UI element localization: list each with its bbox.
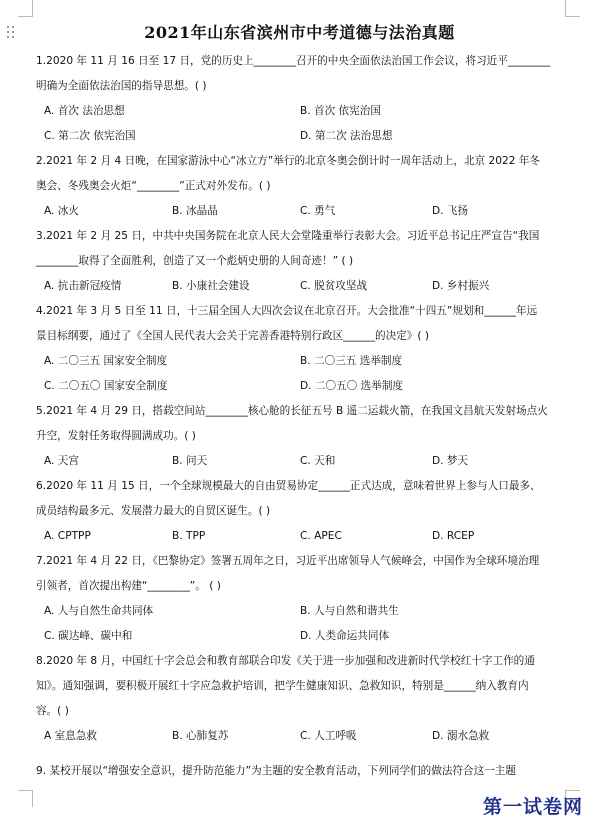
question-2-line-1: 2.2021 年 2 月 4 日晚，在国家游泳中心“冰立方”举行的北京冬奥会倒计时一周年活动上，北京 2022 年冬 — [36, 155, 541, 167]
crop-mark-top-right — [565, 0, 580, 17]
question-1-line-2: 明确为全面依法治国的指导思想。( ) — [36, 80, 207, 92]
question-7-option-a: A. 人与自然生命共同体 — [44, 605, 154, 617]
question-7-option-c: C. 碳达峰、碳中和 — [44, 630, 133, 642]
question-5-option-a: A. 天宫 — [44, 455, 79, 467]
question-2-line-2: 奥会、冬残奥会火炬“________”正式对外发布。( ) — [36, 180, 271, 192]
question-2-option-b: B. 冰晶晶 — [172, 205, 218, 217]
question-8-line-3: 容。( ) — [36, 705, 69, 717]
question-4-option-d: D. 二〇五〇 选举制度 — [300, 380, 404, 392]
question-1-option-b: B. 首次 依宪治国 — [300, 105, 381, 117]
question-2-option-a: A. 冰火 — [44, 205, 79, 217]
question-8-option-b: B. 心肺复苏 — [172, 730, 229, 742]
question-5-line-2: 升空，发射任务取得圆满成功。( ) — [36, 430, 196, 442]
question-6-option-d: D. RCEP — [432, 530, 475, 542]
question-4-option-c: C. 二〇五〇 国家安全制度 — [44, 380, 168, 392]
question-9-line-1: 9. 某校开展以“增强安全意识，提升防范能力”为主题的安全教育活动，下列同学们的做法符合这一主题 — [36, 765, 516, 777]
question-3-option-a: A. 抗击新冠疫情 — [44, 280, 122, 292]
question-5-option-b: B. 问天 — [172, 455, 208, 467]
question-4-line-2: 景目标纲要，通过了《全国人民代表大会关于完善香港特别行政区______的决定》( ) — [36, 330, 430, 342]
site-watermark: 第一试卷网 — [482, 796, 583, 818]
question-1-option-d: D. 第二次 法治思想 — [300, 130, 393, 142]
question-6-option-c: C. APEC — [300, 530, 342, 542]
question-8-option-d: D. 溺水急救 — [432, 730, 490, 742]
question-7-line-1: 7.2021 年 4 月 22 日，《巴黎协定》签署五周年之日，习近平出席领导人气候峰会，中国作为全球环境治理 — [36, 555, 540, 567]
question-8-option-a: A 室息急救 — [44, 730, 97, 742]
question-8-option-c: C. 人工呼吸 — [300, 730, 357, 742]
question-5-option-d: D. 梦天 — [432, 455, 469, 467]
question-4-line-1: 4.2021 年 3 月 5 日至 11 日，十三届全国人大四次会议在北京召开。大会批准“十四五”规划和______年远 — [36, 305, 538, 317]
crop-mark-top-left — [18, 0, 33, 17]
question-6-option-a: A. CPTPP — [44, 530, 91, 542]
question-6-line-1: 6.2020 年 11 月 15 日，一个全球规模最大的自由贸易协定______正式达成，意味着世界上参与人口最多、 — [36, 480, 541, 492]
question-1-line-1: 1.2020 年 11 月 16 日至 17 日，党的历史上________召开的中央全面依法治国工作会议，将习近平________ — [36, 55, 551, 67]
question-3-option-d: D. 乡村振兴 — [432, 280, 490, 292]
question-6-option-b: B. TPP — [172, 530, 206, 542]
page-title: 2021年山东省滨州市中考道德与法治真题 — [144, 23, 455, 42]
question-8-line-1: 8.2020 年 8 月，中国红十字会总会和教育部联合印发《关于进一步加强和改进新时代学校红十字工作的通 — [36, 655, 535, 667]
crop-mark-bottom-left — [18, 790, 33, 807]
question-2-option-d: D. 飞扬 — [432, 205, 469, 217]
question-5-line-1: 5.2021 年 4 月 29 日，搭载空间站________核心舱的长征五号 B 遥二运载火箭，在我国文昌航天发射场点火 — [36, 405, 548, 417]
question-3-option-c: C. 脱贫攻坚战 — [300, 280, 368, 292]
question-8-line-2: 知》。通知强调，要积极开展红十字应急救护培训，把学生健康知识、急救知识，特别是______纳入教育内 — [36, 680, 529, 692]
question-7-line-2: 引领者，首次提出构建“________”。 ( ) — [36, 580, 221, 592]
question-6-line-2: 成员结构最多元、发展潜力最大的自贸区诞生。( ) — [36, 505, 271, 517]
question-4-option-a: A. 二〇三五 国家安全制度 — [44, 355, 168, 367]
question-1-option-a: A. 首次 法治思想 — [44, 105, 125, 117]
question-3-line-1: 3.2021 年 2 月 25 日，中共中央国务院在北京人民大会堂隆重举行表彰大会。习近平总书记庄严宣告“我国 — [36, 230, 540, 242]
question-3-line-2: ________取得了全面胜利，创造了又一个彪炳史册的人间奇迹！” ( ) — [36, 255, 354, 267]
question-7-option-b: B. 人与自然和谐共生 — [300, 605, 399, 617]
question-2-option-c: C. 勇气 — [300, 205, 336, 217]
question-5-option-c: C. 天和 — [300, 455, 336, 467]
question-3-option-b: B. 小康社会建设 — [172, 280, 250, 292]
question-7-option-d: D. 人类命运共同体 — [300, 630, 390, 642]
question-4-option-b: B. 二〇三五 选举制度 — [300, 355, 403, 367]
question-1-option-c: C. 第二次 依宪治国 — [44, 130, 136, 142]
